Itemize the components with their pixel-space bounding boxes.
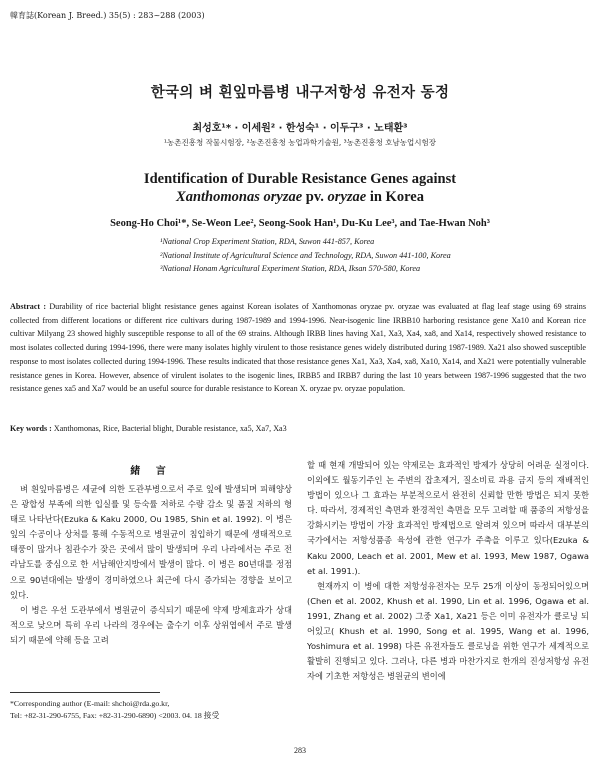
journal-header: 韓育誌(Korean J. Breed.) 35(5) : 283~288 (2003) [10, 11, 205, 20]
footnote-divider [10, 692, 160, 693]
footnote [10, 698, 219, 722]
keywords [10, 424, 590, 433]
korean-authors: 최성호¹* · 이세원² · 한성숙¹ · 이두구³ · 노태환³ [192, 123, 408, 134]
right-paragraph-2: 현재까지 이 병에 대한 저항성유전자는 모두 25개 이상이 동정되어있으며(Chen et al. 2002, Khush et al. 1990, Lin et al. 1996, Ogawa et al. 1991, Zhang et al. 2002) 그중 Xa1, Xa21 등은 이미 유전자가 클로닝 되어있고( Khush et al. 1990, Song et al. 1995, Wang et al. 1996, Yoshimura et al. 1998) 다른 유전자들도 클로닝을 위한 연구가 세계적으로 활발히 진행되고 있다. 그러나, 다른 병과 마찬가지로 한개의 진성저항성 유전자에 기초한 저항성은 병원균의 변이에 [307, 580, 589, 682]
abstract-text: Durability of rice bacterial blight resistance genes against Korean isolates of Xanthomonas oryzae pv. oryzae was evaluated at flag leaf stage using 69 strains collected from different locations or different rice cultivars during 1987-1989 and 1994-1996. Near-isogenic line IRBB10 harboring resistance gene Xa10 and Korean rice cultivar Milyang 23 showed highly susceptible response to all of the 69 strains. Although IRBB lines having Xa1, Xa3, Xa4, xa8, and Xa14, respectively showed resistance to most isolates collected during 1994-1996, there were many isolates highly virulent to those resistance genes widely distributed during 1987-1989. Xa21 also showed susceptible response to most isolates collected during 1994-1996. These results indicated that those resistance genes Xa1, Xa3, Xa4, xa8, Xa10, Xa14, and Xa21 were potentially vulnerable resistance genes in Korea. However, absence of virulent isolates to the isogenic lines, IRBB5 and IRBB7 during the last 10 years between 1987-1996 suggested that the two resistance genes xa5 and Xa7 would be an useful source for durable resistance to Korean X. oryzae pv. oryzae population. [10, 302, 587, 394]
left-paragraph-2: 이 병은 우선 도관부에서 병원균이 증식되기 때문에 약제 방제효과가 상대적으로 낮으며 특히 우리 나라의 경우에는 출수기 이후 상위엽에서 주로 발생되기 때문에 약해 등을 고려 [10, 604, 292, 645]
english-authors: Seong-Ho Choi¹*, Se-Weon Lee², Seong-Sook Han¹, Du-Ku Lee³, and Tae-Hwan Noh³ [110, 218, 490, 229]
footnote-line-2: Tel: +82-31-290-6755, Fax: +82-31-290-6890) <2003. 04. 18 接受 [10, 711, 220, 720]
affiliation-3: ³National Honam Agricultural Experiment Station, RDA, Iksan 570-580, Korea [160, 264, 421, 273]
abstract-label: Abstract : [10, 302, 47, 311]
pathovar-name: oryzae [327, 189, 367, 205]
left-column [10, 482, 292, 648]
footnote-line-1: *Corresponding author (E-mail: shchoi@rda.go.kr, [10, 699, 170, 708]
species-name: Xanthomonas oryzae [176, 189, 303, 205]
title-end: in Korea [366, 189, 424, 205]
right-paragraph-1: 할 때 현재 개발되어 있는 약제로는 효과적인 방제가 상당히 어려운 실정이다. 이외에도 월동기주인 논 주변의 잡초제거, 질소비료 과용 금지 등의 재배적인 방법이 있으나 그 효과는 부분적으로서 완전히 신뢰할 만한 방법은 되지 못한다. 따라서, 경제적인 측면과 환경적인 측면을 모두 고려할 때 품종의 저항성을 강화시키는 방법이 가장 효과적인 방제법으로 알려져 있으며 따라서 대부분의 국가에서는 저항성품종 육성에 관한 연구가 주축을 이루고 있다(Ezuka & Kaku 2000, Leach et al. 2001, Mew et al. 1993, Mew 1987, Ogawa et al. 1991.). [307, 460, 589, 576]
korean-title: 한국의 벼 흰잎마름병 내구저항성 유전자 동정 [150, 85, 450, 101]
page-number: 283 [294, 746, 306, 755]
english-title-line2 [0, 188, 600, 206]
affiliation-1: ¹National Crop Experiment Station, RDA, Suwon 441-857, Korea [160, 237, 375, 246]
english-title-line1: Identification of Durable Resistance Genes against [143, 171, 457, 187]
keywords-text: Xanthomonas, Rice, Bacterial blight, Durable resistance, xa5, Xa7, Xa3 [53, 424, 287, 433]
keywords-label: Key words : [10, 424, 52, 433]
pathovar-text: pv. [302, 189, 328, 205]
affiliation-2: ²National Institute of Agricultural Science and Technology, RDA, Suwon 441-100, Korea [160, 250, 451, 260]
right-column [307, 458, 589, 684]
abstract [10, 300, 586, 396]
english-affiliations [160, 235, 451, 276]
section-heading: 緒 言 [130, 466, 172, 477]
english-title [0, 170, 600, 206]
korean-affiliations: ¹농촌진흥청 작물시험장, ²농촌진흥청 농업과학기술원, ³농촌진흥청 호남농업시험장 [163, 138, 437, 147]
left-paragraph-1: 벼 흰잎마름병은 세균에 의한 도관부병으로서 주로 잎에 발생되며 피해양상은 광합성 부족에 의한 입실률 및 등숙률 저하로 수량 감소 및 품질 저하의 형태로 나타난다(Ezuka & Kaku 2000, Ou 1985, Shin et al. 1992). 이 병은 잎의 수공이나 상처를 통해 수동적으로 병원균이 침입하기 때문에 생태적으로 태풍이 많거나 침관수가 잦은 곳에서 많이 발생되며 우리 나라에서는 주로 전라남도를 중심으로 한 서남해안지방에서 발생이 많다. 이 병은 80년대를 정점으로 90년대에는 발생이 경미하였으나 최근에 다시 증가되는 경향을 보이고 있다. [10, 484, 292, 600]
